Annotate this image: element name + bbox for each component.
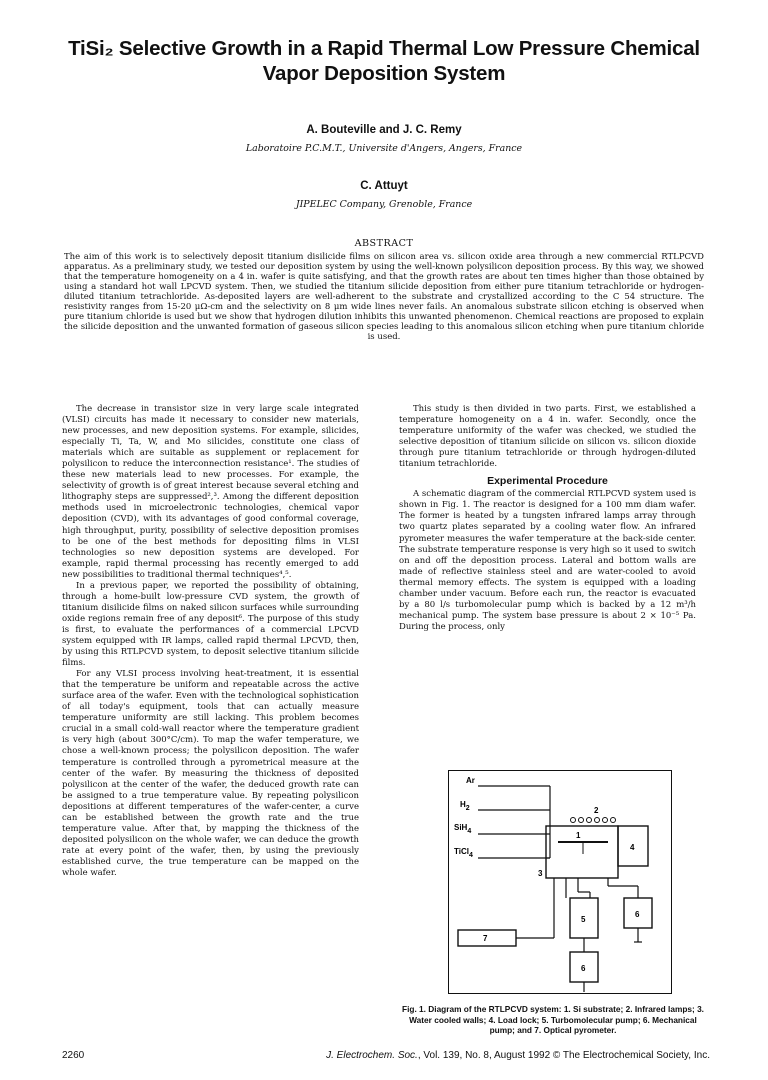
gas-label-ticl4: TiCl4 <box>454 847 473 859</box>
abstract-heading: ABSTRACT <box>354 238 414 249</box>
page-number: 2260 <box>62 1050 85 1061</box>
label-1: 1 <box>576 831 581 840</box>
journal-details: , Vol. 139, No. 8, August 1992 © The Electrochemical Society, Inc. <box>417 1050 710 1061</box>
gas-label-sih4: SiH4 <box>454 823 472 835</box>
body-paragraph-3: For any VLSI process involving heat-treatment, it is essential that the temperature be uniform and repeatable across the active surface area of the wafer. Even with the technological sophistication of all today's equipment, tools that can actually measure temperature uniformity are still lacking. This problem becomes crucial in a small cold-wall reactor where the temperature gradient is very high (about 300°C/cm). To map the wafer temperature, we chose a well-known process; the polysilicon deposition. The wafer temperature is controlled through a pyrometrical measure at the center of the wafer. By measuring the thickness of deposited polysilicon at the center of the wafer, the deduced growth rate can be assigned to a true temperature value. By repeating polysilicon depositions at different temperatures of the wafer-center, a curve can be established between the growth rate and the true temperature value. After that, by mapping the thickness of the deposited polysilicon on the whole wafer, we can deduce the growth rate at every point of the wafer, then, by using the previously established curve, the true temperature can be mapped on the whole wafer. <box>62 669 359 878</box>
body-paragraph-experimental: A schematic diagram of the commercial RTLPCVD system used is shown in Fig. 1. The reactor is designed for a 100 mm diam wafer. The former is heated by a tungsten infrared lamps array through two quartz plates separated by a cooling water flow. An infrared pyrometer measures the wafer temperature at the back-side center. The substrate temperature response is very high so it used to switch on and off the deposition process. Lateral and bottom walls are made of reflective stainless steel and are water-cooled to avoid thermal memory effects. The system is equipped with a loading chamber under vacuum. Before each run, the reactor is evacuated by a 80 l/s turbomolecular pump which is backed by a 12 m³/h mechanical pump. The system base pressure is about 2 × 10⁻⁵ Pa. During the process, only <box>399 489 696 632</box>
left-column <box>62 404 359 879</box>
reactor-chamber <box>546 826 618 878</box>
label-7: 7 <box>483 934 488 943</box>
rtlpcvd-diagram <box>448 770 672 994</box>
label-6b: 6 <box>581 964 586 973</box>
section-heading: Experimental Procedure <box>487 475 608 488</box>
authors-2: C. Attuyt <box>360 180 408 192</box>
body-paragraph-1: The decrease in transistor size in very large scale integrated (VLSI) circuits has made it necessary to consider new materials, new processes, and new deposition systems. For example, silicides, especially Ti, Ta, W, and Mo silicides, constitute one class of materials which are suitable as supplement or replacement for polysilicon to reduce the interconnection resistance¹. The studies of these new materials lead to new processes. For example, the selectivity of growth is of great interest because several etching and lithography steps are suppressed²,³. Among the different deposition methods used in microelectronic technologies, chemical vapor deposition (CVD), with its advantages of good conformal coverage, high throughput, purity, possibility of selective deposition promises to be one of the best methods for depositing films in VLSI technologies so new deposition systems are developed. For example, rapid thermal processing has recently emerged to add new possibilities to traditional thermal techniques⁴,⁵. <box>62 404 359 580</box>
journal-citation <box>250 1050 710 1061</box>
gas-label-ar: Ar <box>466 776 475 785</box>
paper-title: TiSi₂ Selective Growth in a Rapid Thermal Low Pressure Chemical Vapor Deposition System <box>68 37 700 85</box>
figure-caption: Fig. 1. Diagram of the RTLPCVD system: 1. Si substrate; 2. Infrared lamps; 3. Water cooled walls; 4. Load lock; 5. Turbomolecular pump; 6. Mechanical pump; and 7. Optical pyrometer. <box>402 1004 704 1036</box>
journal-name: J. Electrochem. Soc. <box>326 1050 418 1061</box>
abstract-text: The aim of this work is to selectively deposit titanium disilicide films on silicon area vs. silicon oxide area through a new commercial RTLPCVD apparatus. As a preliminary study, we tested our deposition system by using the well-known polysilicon deposition process. By this way, we showed that the temperature homogeneity on a 4 in. wafer is quite satisfying, and that the growth rates are about ten times higher than those obtained by using a standard hot wall LPCVD system. Then, we studied the titanium silicide deposition from either pure titanium tetrachloride or hydrogen-diluted titanium tetrachloride. As-deposited layers are well-adherent to the substrate and crystallized according to the C 54 structure. The resistivity ranges from 15-20 μΩ-cm and the selectivity on 8 μm wide lines never fails. An anomalous substrate silicon etching is observed when pure titanium chloride is used but we show that hydrogen dilution inhibits this unwanted phenomenon. Chemical reactions are proposed to explain the silicide deposition and the unwanted formation of gaseous silicon species leading to this anomalous silicon etching when pure titanium chloride is used. <box>64 252 704 343</box>
right-column <box>399 404 696 633</box>
label-4: 4 <box>630 843 635 852</box>
body-paragraph-2: In a previous paper, we reported the possibility of obtaining, through a home-built low-pressure CVD system, the growth of titanium disilicide films on naked silicon surfaces while surrounding oxide regions remain free of any deposit⁶. The purpose of this study is first, to evaluate the performances of a commercial LPCVD system equipped with IR lamps, called rapid thermal LPCVD, then, by using this RTLPCVD system, to deposit selective titanium silicide films. <box>62 580 359 669</box>
gas-label-h2: H2 <box>460 800 470 812</box>
label-6a: 6 <box>635 910 640 919</box>
label-5: 5 <box>581 915 586 924</box>
authors-1: A. Bouteville and J. C. Remy <box>306 124 462 136</box>
affiliation-1: Laboratoire P.C.M.T., Universite d'Angers, Angers, France <box>245 143 523 154</box>
label-3: 3 <box>538 869 543 878</box>
lamp-array <box>571 818 616 823</box>
affiliation-2: JIPELEC Company, Grenoble, France <box>295 199 473 210</box>
label-2: 2 <box>594 806 599 815</box>
body-paragraph-intro: This study is then divided in two parts. First, we established a temperature homogeneity on a 4 in. wafer. Secondly, once the temperature uniformity of the wafer was checked, we studied the selective deposition of titanium silicide on silicon vs. silicon dioxide through pure titanium tetrachloride or through hydrogen-diluted titanium tetrachloride. <box>399 404 696 470</box>
figure-frame <box>449 771 672 994</box>
